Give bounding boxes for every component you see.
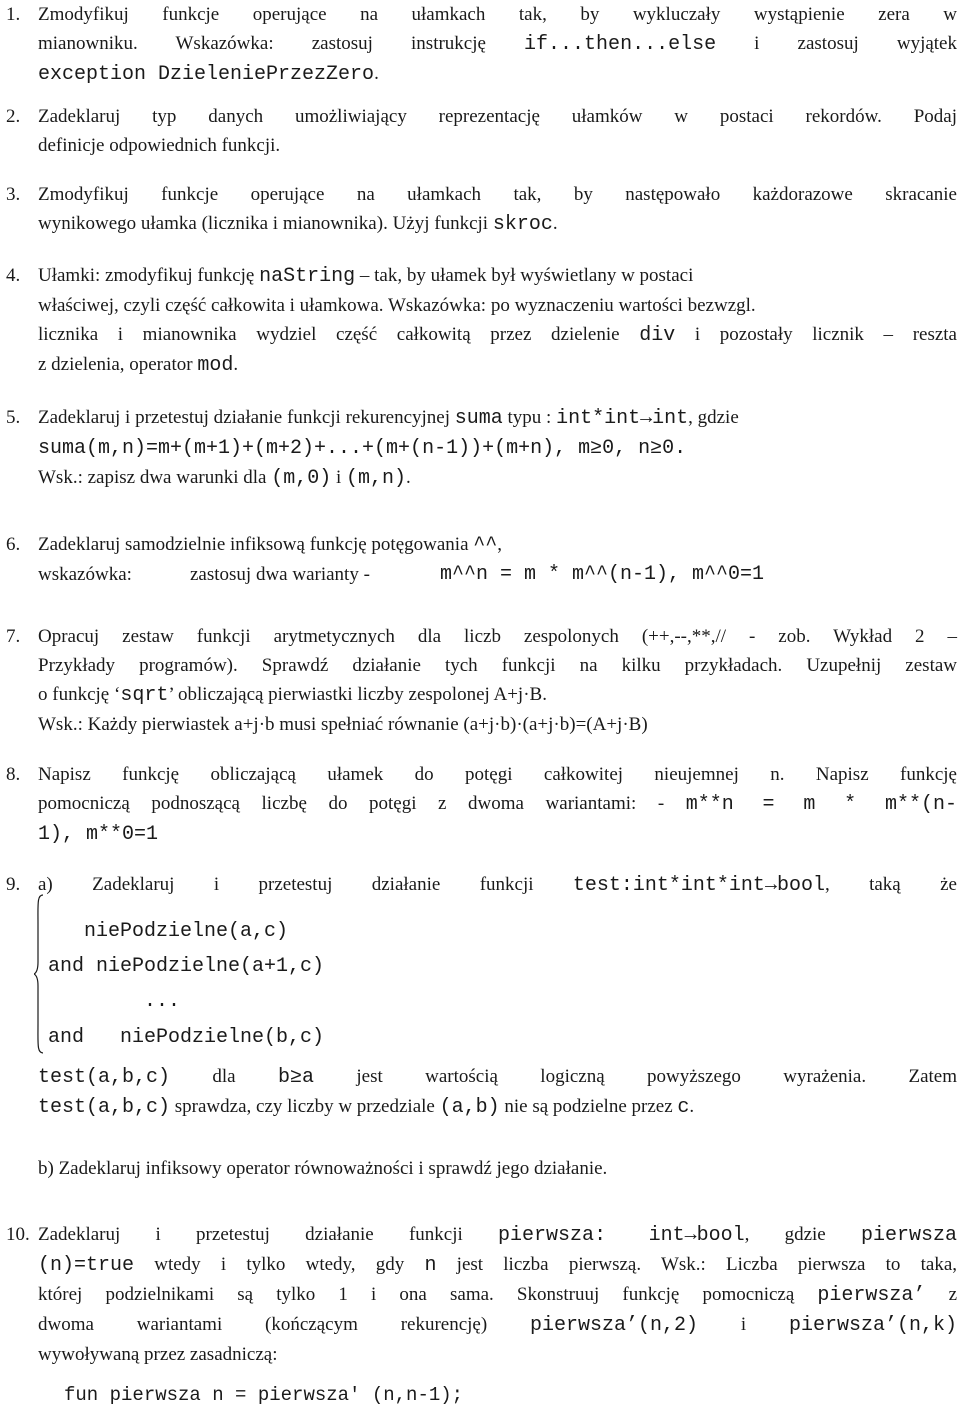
code-fragment: test:int*int*int→bool [572, 874, 825, 897]
left-brace [34, 894, 44, 1054]
text-line: o funkcję ‘sqrt’ obliczającą pierwiastki liczby zespolonej A+j·B. [38, 684, 547, 707]
code-fragment: c [677, 1096, 690, 1119]
expression-line: niePodzielne(a,c) [48, 920, 289, 943]
exercise-number: 10. [6, 1224, 30, 1245]
code-fragment: pierwsza’ [817, 1284, 926, 1307]
code-fragment: (n)=true [38, 1254, 135, 1277]
code-fragment: int*int→int [556, 407, 689, 430]
text-line: Zadeklaruj i przetestuj działanie funkcji rekurencyjnej suma typu : int*int→int, gdzie [38, 407, 739, 430]
expression-line: and niePodzielne(b,c) [48, 1026, 325, 1049]
code-fragment: sqrt [120, 684, 169, 707]
exercise-4 [6, 261, 957, 380]
text-line: dwoma wariantami (kończącym rekurencję) pierwsza’(n,2) i pierwsza’(n,k) [38, 1314, 957, 1337]
text-line [38, 819, 957, 849]
text-line: Wsk.: Każdy pierwiastek a+j·b musi spełniać równanie (a+j·b)·(a+j·b)=(A+j·B) [38, 714, 648, 735]
text-line: Zadeklaruj i przetestuj działanie funkcji pierwsza: int→bool, gdzie pierwsza [38, 1224, 957, 1247]
text-line: Zmodyfikuj funkcje operujące na ułamkach tak, by następowało każdorazowe skracanie [38, 184, 957, 205]
code-fragment: pierwsza’(n,k) [788, 1314, 957, 1337]
code-fragment: suma [454, 407, 503, 430]
text-line: pomocniczą podnoszącą liczbę do potęgi z dwoma wariantami: - m**n = m * m**(n- [38, 793, 957, 816]
exercise-9b [6, 1154, 957, 1183]
code-fragment: n [424, 1254, 437, 1277]
text-line: Zadeklaruj typ danych umożliwiający reprezentację ułamków w postaci rekordów. Podaj [38, 106, 957, 127]
text-line [38, 433, 957, 463]
text-line: Przykłady programów). Sprawdź działanie tych funkcji na kilku przykładach. Uzupełnij zestaw [38, 655, 957, 676]
code-fragment: pierwsza: int→bool [498, 1224, 745, 1247]
text-line: mianowniku. Wskazówka: zastosuj instrukcję if...then...else i zastosuj wyjątek [38, 33, 957, 56]
exercise-6 [6, 530, 957, 589]
text-line: test(a,b,c) sprawdza, czy liczby w przedziale (a,b) nie są podzielne przez c. [38, 1096, 695, 1119]
text-line: z dzielenia, operator mod. [38, 354, 239, 377]
text-line: właściwej, czyli część całkowita i ułamkowa. Wskazówka: po wyznaczeniu wartości bezwzgl. [38, 295, 756, 316]
exercise-number: 2. [6, 106, 21, 127]
exercise-number: 1. [6, 4, 21, 25]
code-fragment: (m,n) [346, 467, 407, 490]
code-fragment: (m,0) [271, 467, 332, 490]
text-line: Ułamki: zmodyfikuj funkcję naString – tak, by ułamek był wyświetlany w postaci [38, 265, 694, 288]
exercise-number: 4. [6, 265, 21, 286]
exercise-3 [6, 180, 957, 239]
code-fragment: naString [259, 265, 356, 288]
exercise-number: 7. [6, 626, 21, 647]
code-fragment: test(a,b,c) [38, 1096, 171, 1119]
code-fragment: exception DzieleniePrzezZero [38, 63, 375, 86]
exercise-number: 9. [6, 874, 21, 895]
text-line: Wsk.: zapisz dwa warunki dla (m,0) i (m,n). [38, 467, 411, 490]
exercise-number: 5. [6, 407, 21, 428]
code-fragment: mod [197, 354, 234, 377]
exercise-5 [6, 403, 957, 493]
text-line: b) Zadeklaruj infiksowy operator równoważności i sprawdź jego działanie. [38, 1158, 608, 1179]
formula: 1), m**0=1 [38, 823, 159, 846]
text-line: a) Zadeklaruj i przetestuj działanie funkcji test:int*int*int→bool, taką że [38, 874, 957, 897]
code-fragment: if...then...else [524, 33, 717, 56]
code-fragment: div [639, 324, 676, 347]
formula: m^^n = m * m^^(n-1), m^^0=1 [440, 563, 765, 586]
text-line: wskazówka: zastosuj dwa warianty - m^^n = m * m^^(n-1), m^^0=1 [38, 560, 957, 589]
text-line: Zadeklaruj samodzielnie infiksową funkcję potęgowania ^^, [38, 534, 503, 557]
text-line: Napisz funkcję obliczającą ułamek do potęgi całkowitej nieujemnej n. Napisz funkcję [38, 764, 957, 785]
expression-line: and niePodzielne(a+1,c) [48, 955, 325, 978]
exercise-1 [6, 0, 957, 89]
exercise-number: 8. [6, 764, 21, 785]
exercise-7 [6, 622, 957, 739]
code-fragment: ^^ [473, 534, 498, 557]
text-line: Opracuj zestaw funkcji arytmetycznych dla liczb zespolonych (++,--,**,// - zob. Wykład 2 – [38, 626, 957, 647]
text-line: wywoływaną przez zasadniczą: [38, 1344, 278, 1365]
code-fragment: b≥a [277, 1066, 314, 1089]
exercise-10 [6, 1220, 957, 1369]
code-fragment: test(a,b,c) [38, 1066, 171, 1089]
formula: suma(m,n)=m+(m+1)+(m+2)+...+(m+(n-1))+(m+n), m≥0, n≥0. [38, 437, 687, 460]
code-fragment: pierwsza [860, 1224, 957, 1247]
formula: m**n = m * m**(n- [685, 793, 957, 816]
exercise-number: 6. [6, 534, 21, 555]
text-line: exception DzieleniePrzezZero. [38, 63, 379, 86]
exercise-number: 3. [6, 184, 21, 205]
text-line: Zmodyfikuj funkcje operujące na ułamkach tak, by wykluczały wystąpienie zera w [38, 4, 957, 25]
text-line: licznika i mianownika wydziel część całkowitą przez dzielenie div i pozostały licznik – reszta [38, 324, 957, 347]
conjunction-system [34, 890, 414, 1060]
code-fragment: skroc [492, 213, 553, 236]
code-listing: fun pierwsza n = pierwsza' (n,n-1); [64, 1384, 464, 1406]
exercise-9-continued [6, 1062, 957, 1122]
code-fragment: (a,b) [439, 1096, 500, 1119]
text-line: test(a,b,c) dla b≥a jest wartością logiczną powyższego wyrażenia. Zatem [38, 1066, 957, 1089]
text-line: której podzielnikami są tylko 1 i ona sama. Skonstruuj funkcję pomocniczą pierwsza’ z [38, 1284, 957, 1307]
expression-line: ... [48, 990, 181, 1013]
code-fragment: pierwsza’(n,2) [530, 1314, 699, 1337]
exercise-8 [6, 760, 957, 849]
text-line: (n)=true wtedy i tylko wtedy, gdy n jest liczba pierwszą. Wsk.: Liczba pierwsza to taka, [38, 1254, 957, 1277]
text-line: wynikowego ułamka (licznika i mianownika). Użyj funkcji skroc. [38, 213, 558, 236]
exercise-2 [6, 102, 957, 160]
text-line: definicje odpowiednich funkcji. [38, 135, 281, 156]
